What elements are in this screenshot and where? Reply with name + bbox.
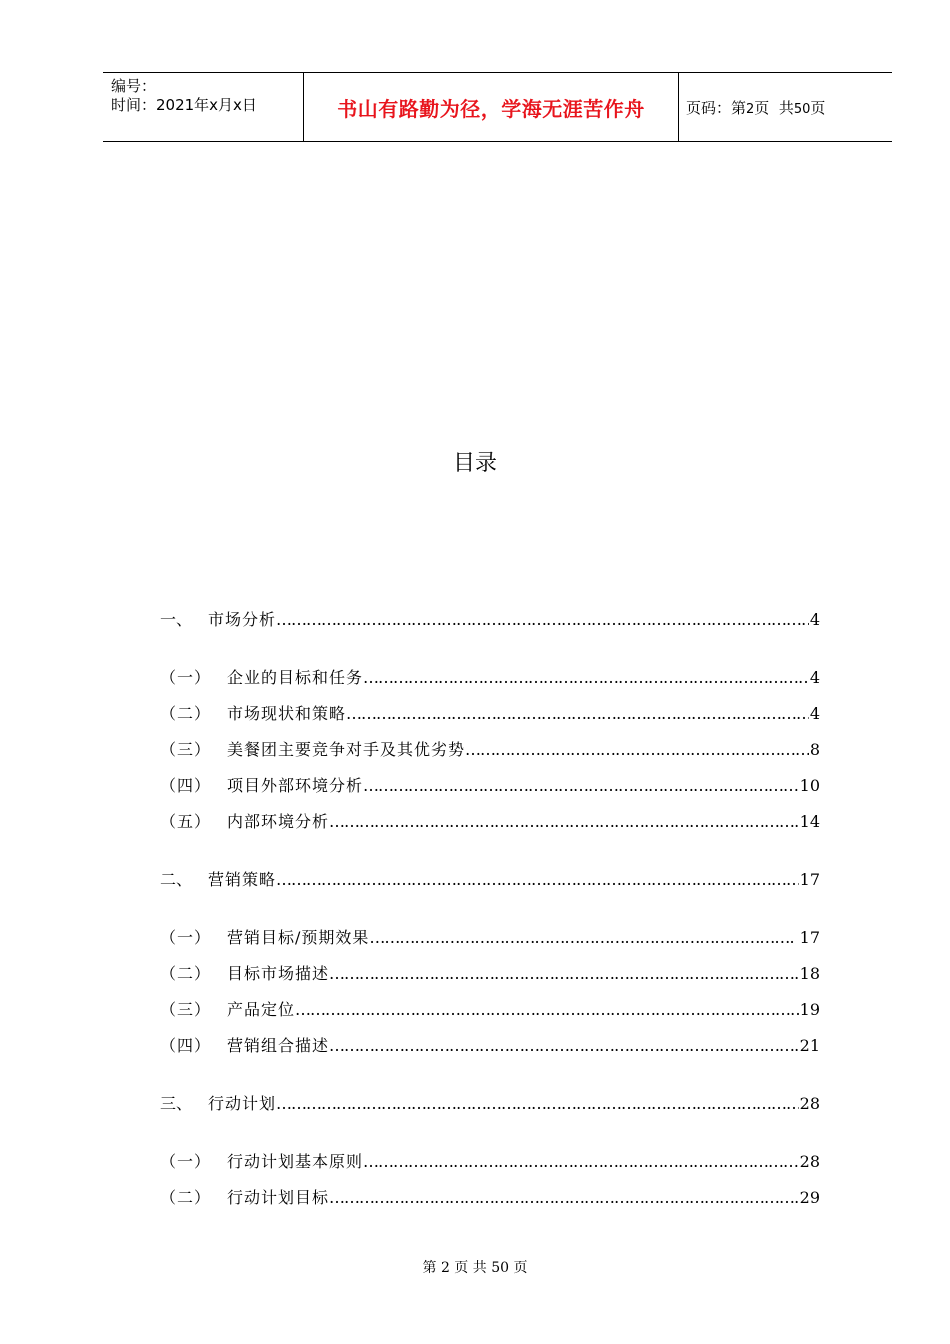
toc-entry[interactable] [160,773,820,797]
toc-leader-dots [329,964,799,983]
toc-label: 目标市场描述 [227,964,330,983]
toc-label: 行动计划 [208,1094,277,1113]
toc-page: 18 [799,964,820,983]
toc-label: 企业的目标和任务 [227,668,364,687]
toc-leader-dots [329,1188,799,1207]
toc-page: 8 [809,740,820,759]
toc-entry[interactable] [160,665,820,689]
document-code-label: 编号： [111,77,157,95]
toc-page: 21 [799,1036,820,1055]
toc-title: 目录 [452,451,497,476]
toc-label: 产品定位 [227,1000,296,1019]
toc-entry[interactable] [160,925,820,949]
toc-marker: （一） [160,928,212,947]
page-code-mid: 页 共 [754,98,794,117]
toc-label: 美餐团主要竞争对手及其优劣势 [227,740,466,759]
toc-label: 市场分析 [208,610,277,629]
toc-marker: （四） [160,1036,212,1055]
page-code-total: 50 [793,101,811,117]
toc-page: 4 [809,704,820,723]
toc-marker: （五） [160,812,212,831]
page-code-number: 2 [746,101,755,117]
toc-label: 行动计划基本原则 [227,1152,364,1171]
toc-marker: （一） [160,668,212,687]
toc-entry[interactable] [160,1185,820,1209]
toc-page: 28 [799,1152,820,1171]
toc-entry[interactable] [160,867,820,891]
toc-leader-dots [329,1036,799,1055]
toc-label: 营销策略 [208,870,277,889]
toc-page: 17 [799,870,820,889]
page-footer: 第 2 页 共 50 页 [422,1260,528,1276]
header-motto: 书山有路勤为径，学海无涯苦作舟 [337,96,645,121]
toc-label: 市场现状和策略 [227,704,347,723]
page-code-label: 页码：第 [686,98,747,117]
toc-leader-dots [295,1000,799,1019]
toc-label: 项目外部环境分析 [227,776,364,795]
toc-marker: （一） [160,1152,212,1171]
toc-page: 19 [799,1000,820,1019]
toc-page: 29 [799,1188,820,1207]
toc-leader-dots [465,740,809,759]
toc-marker: （三） [160,740,212,759]
toc-label: 行动计划目标 [227,1188,330,1207]
toc-page: 4 [809,668,820,687]
toc-leader-dots [363,1152,799,1171]
toc-label: 营销组合描述 [227,1036,330,1055]
toc-marker: 二、 [160,870,193,889]
toc-entry[interactable] [160,1033,820,1057]
toc-page: 17 [794,928,820,947]
toc-leader-dots [276,610,809,629]
toc-marker: 一、 [160,610,193,629]
toc-marker: （二） [160,1188,212,1207]
toc-leader-dots [346,704,809,723]
toc-leader-dots [363,776,799,795]
page-code-end: 页 [810,98,826,117]
toc-page: 4 [809,610,820,629]
toc-page: 28 [799,1094,820,1113]
toc-entry[interactable] [160,997,820,1021]
toc-page: 10 [799,776,820,795]
toc-leader-dots [369,928,793,947]
toc-marker: （三） [160,1000,212,1019]
toc-entry[interactable] [160,607,820,631]
toc-page: 14 [799,812,820,831]
toc-entry[interactable] [160,809,820,833]
toc-marker: （四） [160,776,212,795]
toc-entry[interactable] [160,1091,820,1115]
toc-leader-dots [363,668,809,687]
toc-leader-dots [276,1094,799,1113]
toc-label: 营销目标/预期效果 [227,928,370,947]
toc-entry[interactable] [160,737,820,761]
toc-leader-dots [276,870,799,889]
toc-marker: （二） [160,964,212,983]
toc-entry[interactable] [160,961,820,985]
toc-entry[interactable] [160,701,820,725]
toc-marker: （二） [160,704,212,723]
toc-leader-dots [329,812,799,831]
document-date: 时间：2021年x月x日 [111,96,257,114]
toc-entry[interactable] [160,1149,820,1173]
toc-marker: 三、 [160,1094,193,1113]
toc-label: 内部环境分析 [227,812,330,831]
